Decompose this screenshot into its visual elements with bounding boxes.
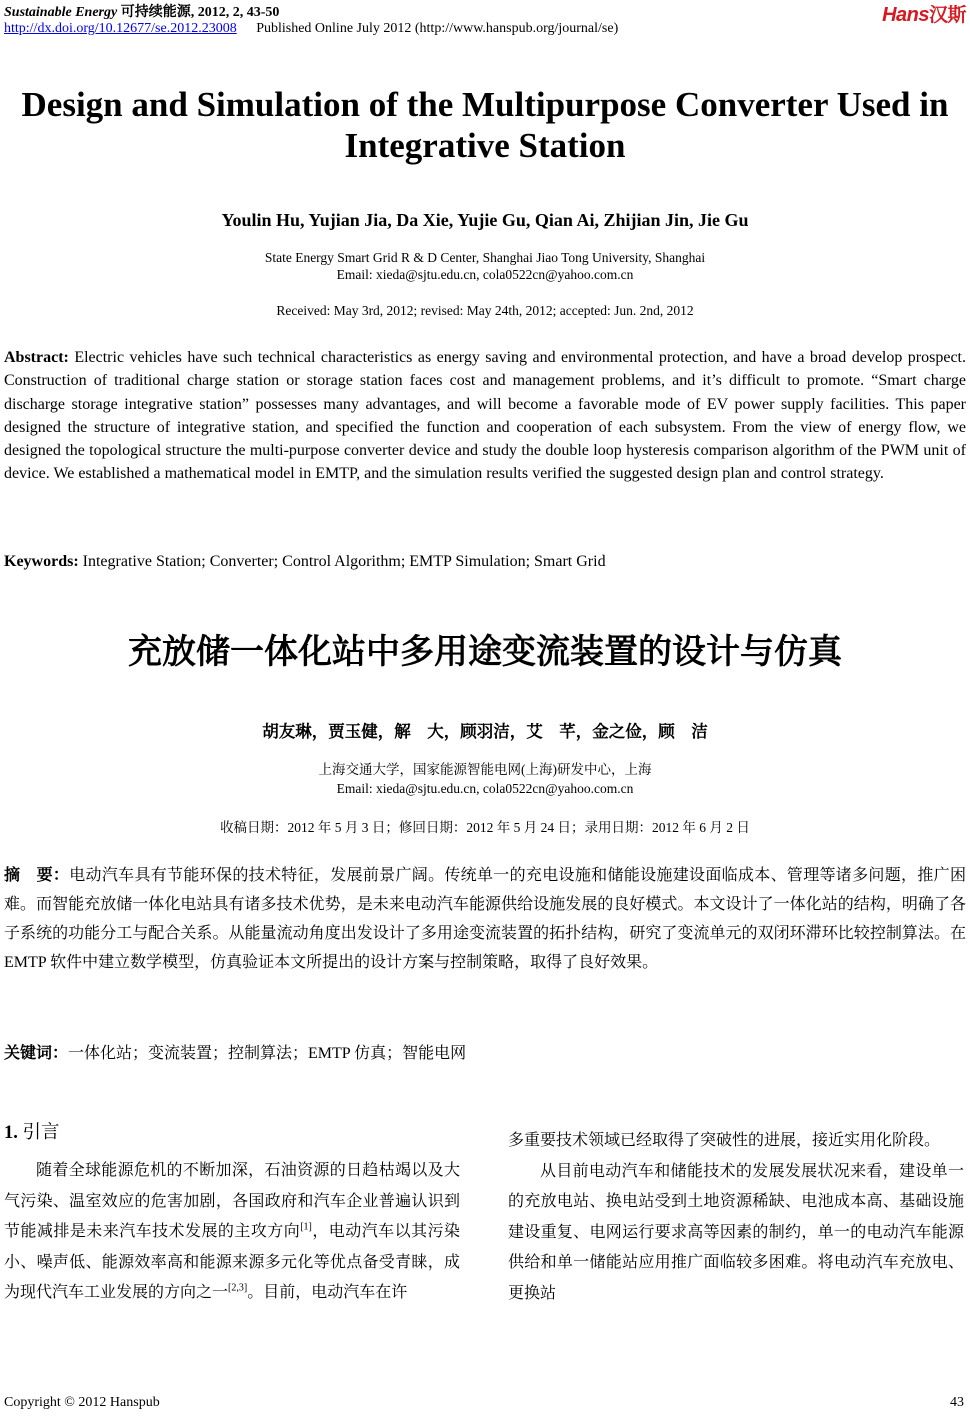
intro-text-1c: 。目前，电动汽车在许 bbox=[247, 1284, 408, 1301]
authors-cn: 胡友琳，贾玉健，解 大，顾羽洁，艾 芊，金之俭，顾 洁 bbox=[262, 722, 708, 741]
affiliation-cn bbox=[0, 760, 970, 798]
email-cn: Email: xieda@sjtu.edu.cn, cola0522cn@yahoo.com.cn bbox=[336, 781, 634, 796]
affiliation-line-cn: 上海交通大学，国家能源智能电网(上海)研发中心，上海 bbox=[318, 762, 652, 777]
keywords-text-en: Integrative Station; Converter; Control Algorithm; EMTP Simulation; Smart Grid bbox=[82, 553, 606, 570]
abstract-label-en: Abstract: bbox=[4, 349, 69, 366]
intro-paragraph-1-cont: 多重要技术领域已经取得了突破性的进展，接近实用化阶段。 bbox=[508, 1132, 941, 1149]
paper-title-en: Design and Simulation of the Multipurpose Converter Used in Integrative Station bbox=[21, 85, 949, 165]
abstract-en bbox=[4, 346, 966, 486]
intro-paragraph-1 bbox=[4, 1156, 460, 1309]
intro-text-1b: ，电动汽车以其污染小、噪声低、能源效率高和能源来源多元化等优点备受青睐，成为现代汽车工业发展的方向之一 bbox=[4, 1223, 460, 1301]
abstract-cn bbox=[4, 860, 966, 977]
page-number: 43 bbox=[950, 1395, 964, 1410]
journal-name-cn: 可持续能源 bbox=[120, 5, 191, 20]
hanspub-logo bbox=[882, 0, 966, 27]
paper-title-cn: 充放储一体化站中多用途变流装置的设计与仿真 bbox=[128, 632, 842, 672]
journal-name-en: Sustainable Energy bbox=[4, 5, 118, 20]
published-online: Published Online July 2012 (http://www.hanspub.org/journal/se) bbox=[256, 21, 619, 36]
abstract-text-cn: 电动汽车具有节能环保的技术特征，发展前景广阔。传统单一的充电设施和储能设施建设面临成本、管理等诸多问题，推广困难。而智能充放储一体化电站具有诸多技术优势，是未来电动汽车能源供给设施发展的良好模式。本文设计了一体化站的结构，明确了各子系统的功能分工与配合关系。从能量流动角度出发设计了多用途变流装置的拓扑结构，研究了变流单元的双闭环滞环比较控制算法。在 EMTP 软件中建立数学模型，仿真验证本文所提出的设计方案与控制策略，取得了良好效果。 bbox=[4, 867, 966, 971]
keywords-label-cn: 关键词： bbox=[4, 1043, 69, 1062]
logo-cn: 汉斯 bbox=[928, 5, 966, 26]
keywords-text-cn: 一体化站；变流装置；控制算法；EMTP 仿真；智能电网 bbox=[68, 1045, 467, 1062]
affiliation-en bbox=[0, 249, 970, 283]
journal-header bbox=[4, 1, 279, 21]
email-en: Email: xieda@sjtu.edu.cn, cola0522cn@yahoo.com.cn bbox=[336, 267, 634, 282]
body-column-right bbox=[508, 1126, 964, 1309]
dates-en: Received: May 3rd, 2012; revised: May 24th, 2012; accepted: Jun. 2nd, 2012 bbox=[276, 303, 694, 318]
logo-latin: Hans bbox=[882, 4, 929, 26]
intro-paragraph-2: 从目前电动汽车和储能技术的发展发展状况来看，建设单一的充放电站、换电站受到土地资源稀缺、电池成本高、基础设施建设重复、电网运行要求高等因素的制约，单一的电动汽车能源供给和单一储能站应用推广面临较多困难。将电动汽车充放电、更换站 bbox=[508, 1162, 964, 1302]
section-heading bbox=[4, 1120, 460, 1146]
keywords-en bbox=[4, 553, 966, 571]
section-title: 引言 bbox=[22, 1122, 60, 1143]
body-column-left bbox=[4, 1120, 460, 1309]
abstract-label-cn: 摘 要： bbox=[4, 865, 70, 884]
doi-link[interactable]: http://dx.doi.org/10.12677/se.2012.23008 bbox=[4, 21, 237, 36]
intro-text-1a: 随着全球能源危机的不断加深，石油资源的日趋枯竭以及大气污染、温室效应的危害加剧，各国政府和汽车企业普遍认识到节能减排是未来汽车技术发展的主攻方向 bbox=[4, 1162, 460, 1240]
section-number: 1. bbox=[4, 1123, 18, 1143]
footer-copyright: Copyright © 2012 Hanspub bbox=[4, 1395, 160, 1410]
keywords-cn bbox=[4, 1040, 966, 1063]
volume-info: , 2012, 2, 43-50 bbox=[190, 5, 280, 20]
citation-ref: [2,3] bbox=[228, 1282, 248, 1294]
abstract-text-en: Electric vehicles have such technical characteristics as energy saving and environmental protection, and have a broad develop prospect. Construction of traditional charge station or storage station faces cost and management problems, and it’s difficult to promote. “Smart charge discharge storage integrative station” possesses many advantages, and will become a favorable mode of EV power supply facilities. This paper designed the structure of integrative station, and specified the function and cooperation of each subsystem. From the view of energy flow, we designed the topological structure the multi-purpose converter device and study the double loop hysteresis comparison algorithm of the PWM unit of device. We established a mathematical model in EMTP, and the simulation results verified the suggested design plan and control strategy. bbox=[4, 349, 966, 483]
authors-en: Youlin Hu, Yujian Jia, Da Xie, Yujie Gu, Qian Ai, Zhijian Jin, Jie Gu bbox=[221, 210, 749, 230]
affiliation-line-en: State Energy Smart Grid R & D Center, Shanghai Jiao Tong University, Shanghai bbox=[264, 250, 706, 265]
keywords-label-en: Keywords: bbox=[4, 553, 79, 570]
citation-ref: [1] bbox=[300, 1221, 312, 1233]
dates-cn: 收稿日期：2012 年 5 月 3 日；修回日期：2012 年 5 月 24 日；录用日期：2012 年 6 月 2 日 bbox=[220, 820, 750, 835]
publication-line bbox=[4, 21, 618, 37]
